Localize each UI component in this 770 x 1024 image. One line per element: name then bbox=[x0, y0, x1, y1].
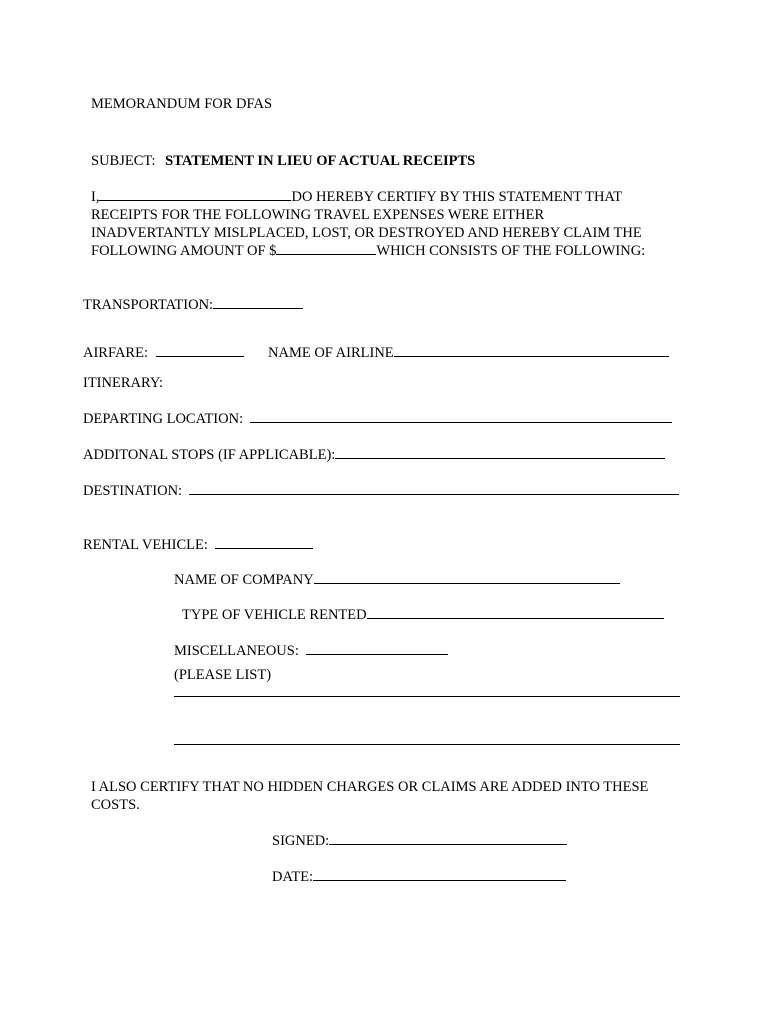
itinerary-label: ITINERARY: bbox=[83, 375, 164, 391]
memo-heading: MEMORANDUM FOR DFAS bbox=[91, 96, 273, 112]
misc-field: MISCELLANEOUS: bbox=[174, 642, 448, 660]
amount-blank[interactable] bbox=[276, 242, 376, 255]
airfare-field: AIRFARE: bbox=[83, 344, 244, 362]
misc-list-line-2[interactable] bbox=[174, 744, 680, 745]
departing-field: DEPARTING LOCATION: bbox=[83, 410, 672, 428]
date-blank[interactable] bbox=[313, 868, 566, 881]
vehicle-type-field: TYPE OF VEHICLE RENTED bbox=[182, 606, 664, 624]
airline-field: NAME OF AIRLINE bbox=[268, 344, 669, 362]
signature-blank[interactable] bbox=[329, 832, 567, 845]
stops-blank[interactable] bbox=[335, 446, 665, 459]
transportation-blank[interactable] bbox=[213, 296, 303, 309]
cert-line-2: RECEIPTS FOR THE FOLLOWING TRAVEL EXPENSES WERE EITHER bbox=[91, 207, 545, 223]
misc-blank[interactable] bbox=[306, 642, 448, 655]
cert-line-3: INADVERTANTLY MISLPLACED, LOST, OR DESTROYED AND HEREBY CLAIM THE bbox=[91, 225, 642, 241]
destination-field: DESTINATION: bbox=[83, 482, 679, 500]
subject-label: SUBJECT: bbox=[91, 153, 156, 169]
misc-list-line-1[interactable] bbox=[174, 696, 680, 697]
company-field: NAME OF COMPANY bbox=[174, 571, 620, 589]
closing-line-1: I ALSO CERTIFY THAT NO HIDDEN CHARGES OR CLAIMS ARE ADDED INTO THESE bbox=[91, 779, 649, 795]
vehicle-type-blank[interactable] bbox=[367, 606, 664, 619]
subject-line bbox=[91, 152, 475, 170]
name-blank[interactable] bbox=[99, 188, 291, 201]
rental-blank[interactable] bbox=[215, 536, 313, 549]
airline-blank[interactable] bbox=[394, 344, 669, 357]
departing-blank[interactable] bbox=[250, 410, 672, 423]
subject-title: STATEMENT IN LIEU OF ACTUAL RECEIPTS bbox=[165, 153, 476, 169]
transportation-field: TRANSPORTATION: bbox=[83, 296, 303, 314]
signed-field: SIGNED: bbox=[272, 832, 567, 850]
company-blank[interactable] bbox=[314, 571, 620, 584]
cert-line-1: I, DO HEREBY CERTIFY BY THIS STATEMENT THAT bbox=[91, 189, 623, 205]
rental-field: RENTAL VEHICLE: bbox=[83, 536, 313, 554]
please-list-label: (PLEASE LIST) bbox=[174, 667, 272, 683]
closing-line-2: COSTS. bbox=[91, 797, 140, 813]
stops-field: ADDITONAL STOPS (IF APPLICABLE): bbox=[83, 446, 665, 464]
destination-blank[interactable] bbox=[189, 482, 679, 495]
date-field: DATE: bbox=[272, 868, 566, 886]
airfare-blank[interactable] bbox=[156, 344, 244, 357]
cert-line-4: FOLLOWING AMOUNT OF $ WHICH CONSISTS OF THE FOLLOWING: bbox=[91, 243, 646, 259]
